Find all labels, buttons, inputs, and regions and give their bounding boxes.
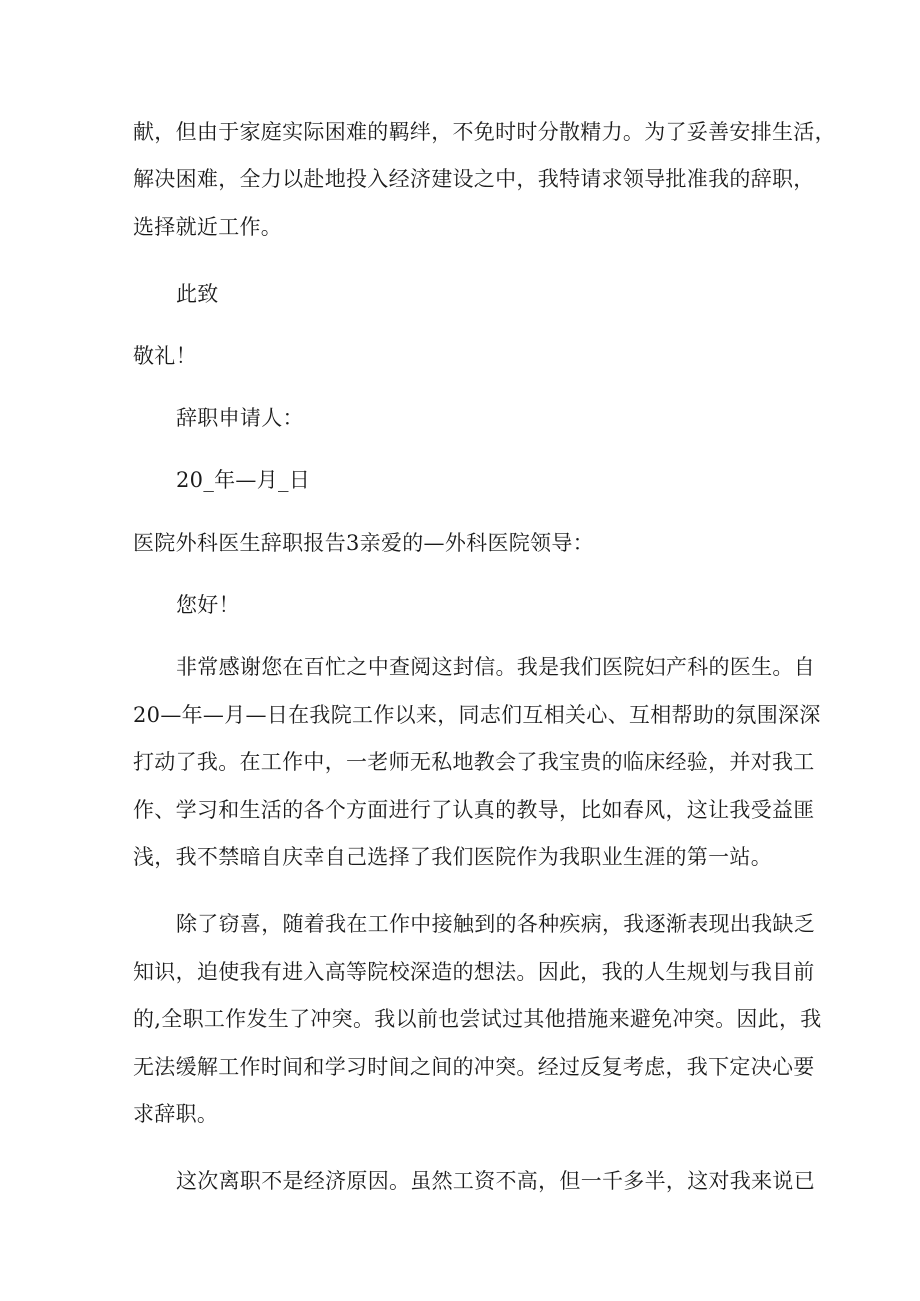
paragraph-line: 这次离职不是经济原因。虽然工资不高，但一千多半，这对我来说已	[176, 1169, 815, 1193]
paragraph-line: 求辞职。	[133, 1102, 219, 1126]
paragraph-line: 选择就近工作。	[133, 215, 283, 239]
paragraph-line: 作、学习和生活的各个方面进行了认真的教导，比如春风，这让我受益匪	[133, 798, 815, 822]
signature-label: 辞职申请人：	[176, 406, 304, 430]
paragraph-line: 知识，迫使我有进入高等院校深造的想法。因此，我的人生规划与我目前	[133, 960, 815, 984]
paragraph-line: 的,全职工作发生了冲突。我以前也尝试过其他措施来避免冲突。因此，我	[133, 1007, 822, 1031]
paragraph-line: 20—年—月—日在我院工作以来，同志们互相关心、互相帮助的氛围深深	[133, 703, 821, 727]
paragraph-line: 除了窃喜，随着我在工作中接触到的各种疾病，我逐渐表现出我缺乏	[176, 912, 815, 936]
paragraph-line: 浅，我不禁暗自庆幸自己选择了我们医院作为我职业生涯的第一站。	[133, 845, 772, 869]
paragraph-line: 解决困难，全力以赴地投入经济建设之中，我特请求领导批准我的辞职，	[133, 167, 815, 191]
date-line: 20_年—月_日	[176, 468, 311, 492]
paragraph-line: 献，但由于家庭实际困难的羁绊，不免时时分散精力。为了妥善安排生活，	[133, 120, 836, 144]
closing-regards: 敬礼！	[133, 344, 197, 368]
paragraph-line: 无法缓解工作时间和学习时间之间的冲突。经过反复考虑，我下定决心要	[133, 1055, 815, 1079]
section-heading: 医院外科医生辞职报告3亲爱的—外科医院领导：	[133, 531, 594, 555]
paragraph-line: 非常感谢您在百忙之中查阅这封信。我是我们医院妇产科的医生。自	[176, 655, 815, 679]
closing-salutation: 此致	[176, 282, 219, 306]
paragraph-line: 打动了我。在工作中，一老师无私地教会了我宝贵的临床经验，并对我工	[133, 750, 815, 774]
greeting: 您好！	[176, 593, 240, 617]
